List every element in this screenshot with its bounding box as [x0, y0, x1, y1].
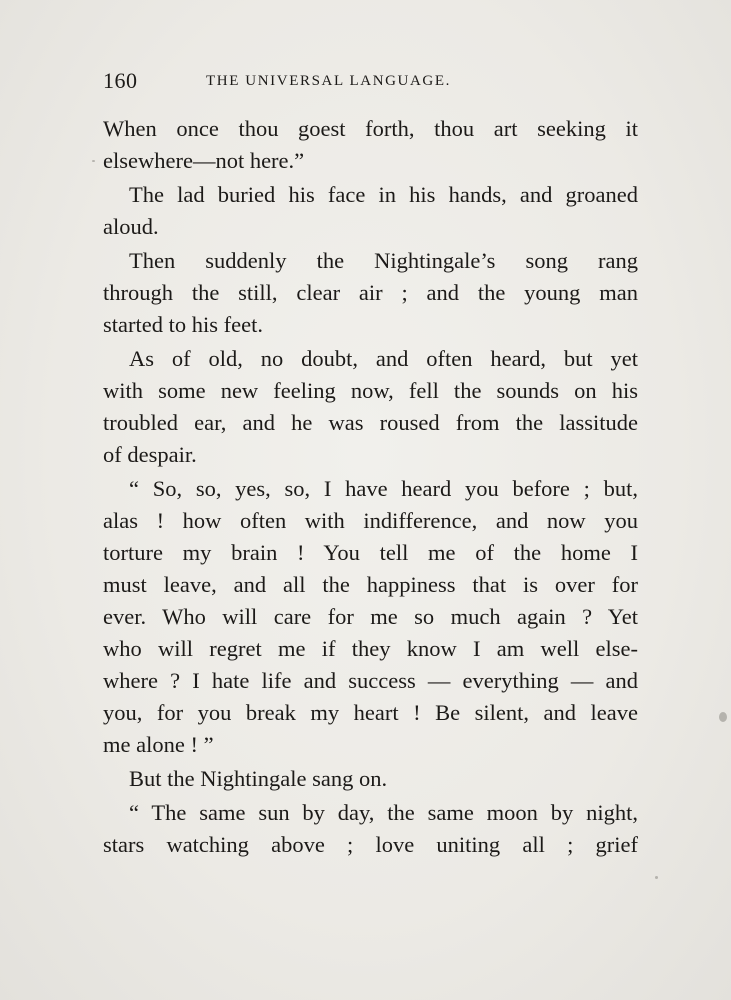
- text-line: Then suddenly the Nightingale’s song rang: [129, 248, 638, 273]
- text-line: where ? I hate life and success — everything — and: [103, 668, 638, 693]
- text-line: torture my brain ! You tell me of the home I: [103, 540, 638, 565]
- text-line: started to his feet.: [103, 312, 263, 337]
- paper-speck: [655, 876, 658, 879]
- text-line: When once thou goest forth, thou art seeking it: [103, 116, 638, 141]
- text-line: “ So, so, yes, so, I have heard you before ; but,: [129, 476, 638, 501]
- text-line: you, for you break my heart ! Be silent, and leave: [103, 700, 638, 725]
- text-line: alas ! how often with indifference, and now you: [103, 508, 638, 533]
- text-line: ever. Who will care for me so much again ? Yet: [103, 604, 638, 629]
- text-line: “ The same sun by day, the same moon by night,: [129, 800, 638, 825]
- text-line: As of old, no doubt, and often heard, but yet: [129, 346, 638, 371]
- text-line: But the Nightingale sang on.: [129, 766, 388, 791]
- body-text: [103, 113, 638, 861]
- text-line: through the still, clear air ; and the young man: [103, 280, 638, 305]
- text-line: who will regret me if they know I am well else-: [103, 636, 638, 661]
- text-line: elsewhere—not here.”: [103, 148, 305, 173]
- text-line: aloud.: [103, 214, 159, 239]
- page-header: [103, 68, 643, 104]
- text-line: of despair.: [103, 442, 197, 467]
- paper-speck: [92, 160, 95, 162]
- running-title: THE UNIVERSAL LANGUAGE.: [206, 73, 451, 89]
- text-line: stars watching above ; love uniting all ; grief: [103, 832, 638, 857]
- text-line: must leave, and all the happiness that is over for: [103, 572, 638, 597]
- page-number: 160: [103, 68, 138, 93]
- text-line: troubled ear, and he was roused from the lassitude: [103, 410, 638, 435]
- paper-speck: [719, 712, 727, 722]
- text-line: with some new feeling now, fell the sounds on his: [103, 378, 638, 403]
- text-line: The lad buried his face in his hands, and groaned: [129, 182, 638, 207]
- text-line: me alone ! ”: [103, 732, 214, 757]
